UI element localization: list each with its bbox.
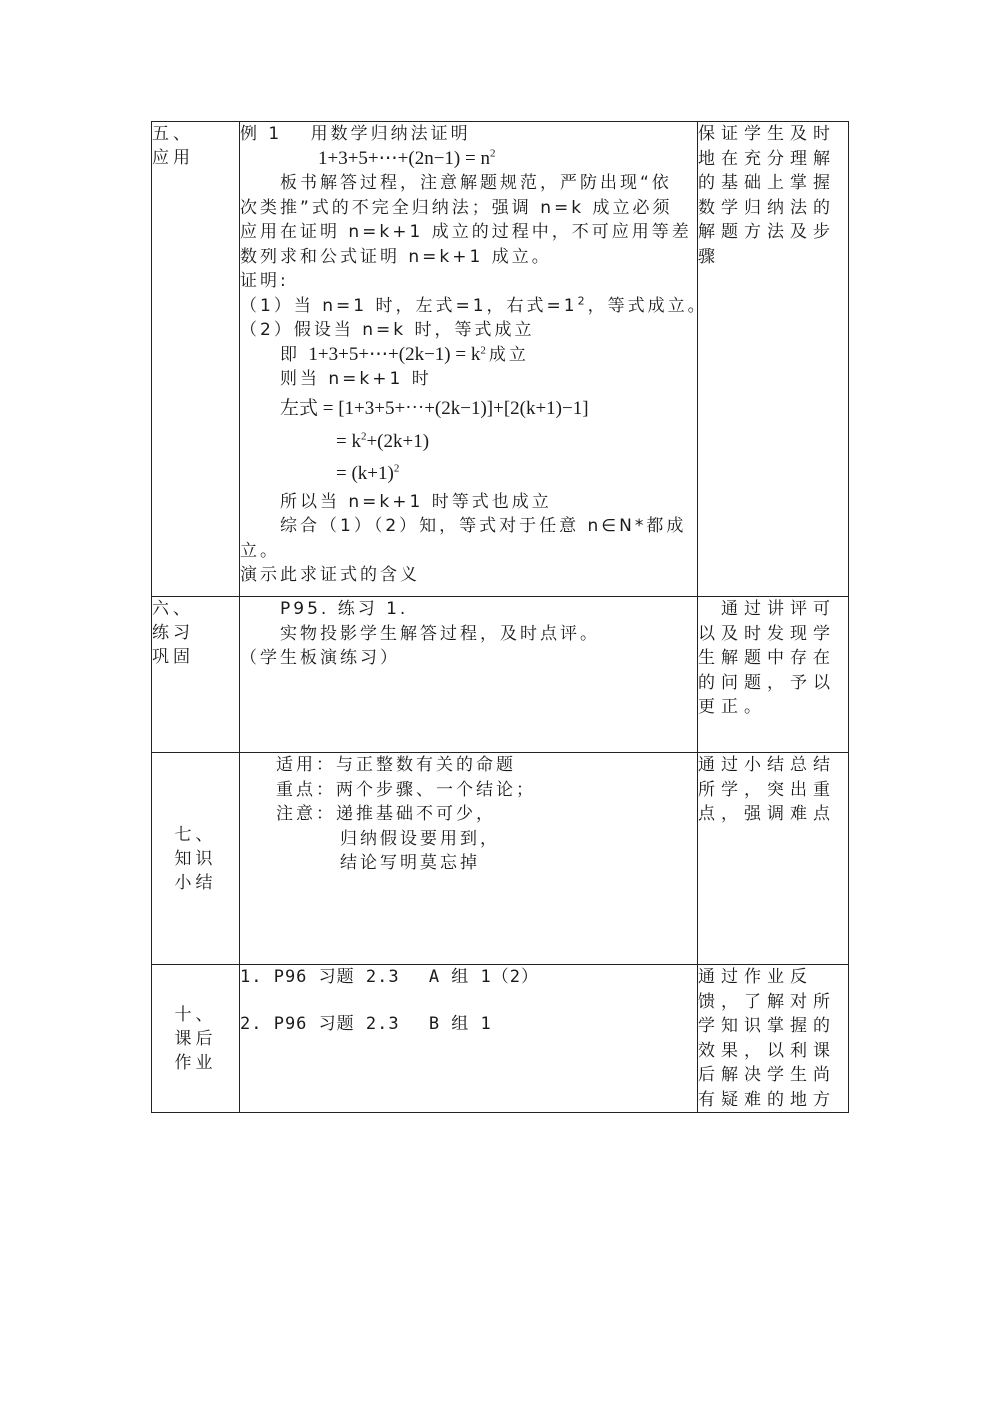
table-row-practice (152, 597, 849, 753)
conclusion-line: 立。 (240, 540, 280, 561)
stage-title: 知识 (174, 848, 217, 869)
table-row-application (152, 122, 849, 597)
lesson-plan-table (151, 121, 849, 1113)
step-exponent: 2 (577, 293, 588, 307)
summary-line: 重点：两个步骤、一个结论； (276, 779, 536, 800)
step-text: ，等式成立。 (587, 295, 708, 316)
stage-number: 五、 (152, 124, 194, 144)
paragraph-line: 应用在证明 n=k+1 成立的过程中，不可应用等差 (240, 222, 692, 242)
paragraph-line: 板书解答过程，注意解题规范，严防出现“依 (280, 173, 672, 193)
practice-line: P95. 练习 1. (280, 599, 409, 619)
content-cell (240, 965, 698, 1113)
purpose-cell: 通过小结总结所学，突出重点，强调难点 (698, 753, 849, 965)
homework-line: 1. P96 习题 2.3 A 组 1（2） (240, 967, 539, 987)
left-expression: 左式 = [1+3+5+⋯+(2k−1)]+[2(k+1)−1] (280, 397, 589, 419)
summary-line: 适用：与正整数有关的命题 (276, 755, 516, 775)
eq-text: +(2k+1) (366, 430, 430, 452)
demo-line: 演示此求证式的含义 (240, 565, 420, 585)
stage-cell (152, 753, 240, 965)
table-row-summary (152, 753, 849, 965)
then-line: 则当 n=k+1 时 (280, 369, 432, 389)
assume-suffix: 成立 (488, 344, 529, 365)
table-row-homework (152, 965, 849, 1113)
so-line: 所以当 n=k+1 时等式也成立 (280, 491, 552, 512)
formula-text: 1+3+5+⋯+(2n−1) = n (318, 147, 490, 169)
practice-line: 实物投影学生解答过程，及时点评。 (280, 623, 600, 644)
example-title: 例 1 用数学归纳法证明 (240, 124, 471, 144)
summary-line: 归纳假设要用到， (340, 828, 500, 849)
equation-line-3 (240, 458, 697, 490)
paragraph-line: 数列求和公式证明 n=k+1 成立。 (240, 246, 552, 267)
stage-title: 巩固 (152, 647, 194, 667)
stage-title: 应用 (152, 148, 194, 168)
eq-exponent: 2 (360, 430, 367, 443)
practice-line: （学生板演练习） (240, 648, 400, 668)
assume-prefix: 即 (280, 344, 300, 365)
stage-title: 练习 (152, 623, 194, 643)
content-cell (240, 753, 698, 965)
spacer (240, 990, 697, 1012)
eq-text: = k (336, 430, 361, 452)
stage-cell (152, 965, 240, 1113)
stage-title: 小结 (174, 872, 217, 893)
eq-text: = (k+1) (336, 462, 394, 484)
main-formula (240, 147, 697, 172)
stage-cell (152, 597, 240, 753)
stage-number: 七、 (174, 824, 217, 845)
purpose-cell: 保证学生及时地在充分理解的基础上掌握数学归纳法的解题方法及步骤 (698, 122, 849, 597)
assumption-line (240, 343, 697, 368)
stage-number: 六、 (152, 599, 194, 619)
eq-exponent: 2 (393, 462, 400, 475)
proof-label: 证明: (240, 271, 289, 291)
conclusion-line: 综合（1）（2）知，等式对于任意 n∈N*都成 (280, 516, 687, 536)
proof-step-1 (240, 293, 708, 319)
stage-title: 作业 (174, 1052, 217, 1073)
summary-line: 注意：递推基础不可少， (276, 804, 496, 824)
proof-step-2: （2）假设当 n=k 时，等式成立 (240, 320, 535, 340)
content-cell (240, 122, 708, 597)
content-cell (240, 597, 698, 753)
paragraph-line: 次类推”式的不完全归纳法；强调 n=k 成立必须 (240, 197, 673, 218)
stage-title: 课后 (174, 1028, 217, 1049)
equation-line-2 (240, 426, 697, 458)
step-text: （1）当 n=1 时，左式=1，右式=1 (240, 295, 578, 316)
purpose-cell: 通过讲评可以及时发现学生解题中存在的问题，予以更正。 (698, 597, 849, 753)
homework-line: 2. P96 习题 2.3 B 组 1 (240, 1013, 492, 1034)
formula-exponent: 2 (489, 147, 496, 160)
assume-exponent: 2 (480, 343, 489, 356)
summary-line: 结论写明莫忘掉 (340, 853, 480, 873)
stage-number: 十、 (174, 1004, 217, 1025)
stage-cell (152, 122, 240, 597)
purpose-cell: 通过作业反馈，了解对所学知识掌握的效果，以利课后解决学生尚有疑难的地方 (698, 965, 849, 1113)
assume-formula: 1+3+5+⋯+(2k−1) = k (308, 343, 481, 365)
